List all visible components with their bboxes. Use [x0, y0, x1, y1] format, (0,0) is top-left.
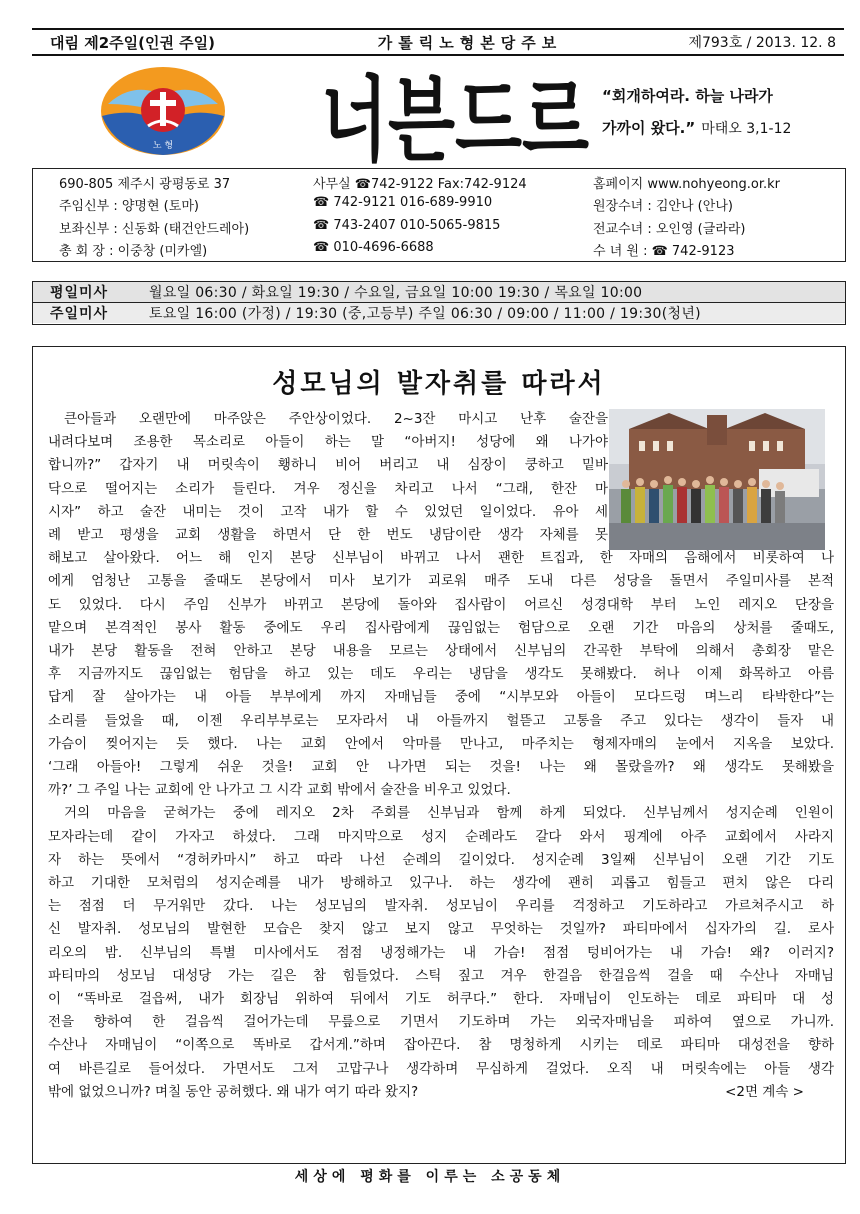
weekday-mass-times: 월요일 06:30 / 화요일 19:30 / 수요일, 금요일 10:00 19:30 / 목요일 10:00: [149, 285, 643, 301]
article-line: [48, 407, 608, 430]
article-line-text: 맡으며 본격적인 봉사 활동 중에도 우리 집사람에게 끊임없는 험담으로 오랜 기간 마음의 상처를 줄때도,: [48, 619, 834, 636]
missionary-nun: 전교수녀 : 오인영 (글라라): [593, 222, 746, 237]
top-bar: [32, 28, 844, 56]
article-line: [48, 453, 608, 476]
article-line: [48, 430, 608, 453]
article-line-text: 닥으로 떨어지는 소리가 들린다. 겨우 정신을 차리고 나서 “그래, 한잔 마: [48, 480, 608, 497]
mass-schedule: [32, 281, 846, 325]
liturgical-day: 대림 제2주일(인권 주일): [50, 33, 216, 52]
sunday-mass-label: 주일미사: [49, 306, 109, 322]
article-line-text: 모자라는데 같이 가자고 하셨다. 그래 마지막으로 성지 순례라도 갈다 와서 핑계에 아주 교회에서 사라지: [48, 828, 834, 845]
assistant-phone: ☎ 743-2407 010-5065-9815: [313, 218, 501, 233]
sunday-mass-times: 토요일 16:00 (가정) / 19:30 (중,고등부) 주일 06:30 / 09:00 / 11:00 / 19:30(청년): [149, 306, 701, 322]
article-line: [48, 778, 834, 801]
bulletin-name: 가톨릭노형본당주보: [377, 33, 563, 52]
article-line: [48, 894, 834, 917]
article-line-text: 큰아들과 오랜만에 마주앉은 주안상이었다. 2~3잔 마시고 난후 술잔을: [64, 411, 608, 427]
article-line-text: 파티마의 성모님 대성당 가는 길은 참 힘들었다. 스틱 짚고 겨우 한걸음 한걸음씩 걸을 때 수산나 자매님: [48, 967, 834, 984]
article-line-text: 자 하는 뜻에서 “경허카마시” 하고 따라 나선 순례의 길이었다. 성지순례 3일째 신부님이 오랜 기간 기도: [48, 851, 834, 868]
article-line: [48, 964, 834, 987]
motto-reference: 마태오 3,1-12: [701, 121, 792, 137]
council-phone: ☎ 010-4696-6688: [313, 240, 434, 255]
article-line: [48, 941, 834, 964]
article-title: 성모님의 발자취를 따라서: [272, 369, 606, 399]
convent-phone: 수 녀 원 : ☎ 742-9123: [593, 244, 735, 259]
article-line-text: 례 받고 평생을 교회 생활을 하면서 단 한 번도 냉담이란 생각 자체를 못: [48, 527, 608, 543]
weekday-mass-row: [33, 282, 845, 303]
council-president: 총 회 장 : 이중창 (미카엘): [59, 244, 208, 259]
masthead-title-text: 너븐드르: [321, 68, 590, 166]
article-line: [48, 1010, 834, 1033]
masthead: [318, 68, 593, 166]
assistant-priest: 보좌신부 : 신동화 (태건안드레아): [59, 222, 250, 237]
article-line: [48, 662, 834, 685]
parish-logo-icon: [100, 66, 226, 156]
article-box: [32, 346, 846, 1164]
article-line: [48, 1080, 834, 1103]
motto-line2: 가까이 왔다.”: [602, 119, 696, 137]
article-line-text: 하고 기대한 모처럼의 성지순례를 내가 방해하고 있구나. 하는 생각에 괜히 괴롭고 힘들고 편치 않은 다리: [48, 875, 834, 891]
weekday-mass-label: 평일미사: [49, 285, 109, 301]
superior-nun: 원장수녀 : 김안나 (안나): [593, 199, 733, 214]
article-line: [48, 500, 608, 523]
article-line-text: 합니까?” 갑자기 내 머릿속이 횅하니 비어 버리고 내 심장이 쿵하고 밑바: [48, 457, 608, 474]
article-line: [48, 639, 834, 662]
article-line-text: 신 발자취. 성모님의 발현한 모습은 찾지 않고 보지 않고 무엇하는 것일까? 파티마에서 십자가의 길. 로사: [48, 921, 834, 938]
motto-line1: “회개하여라. 하늘 나라가: [602, 87, 773, 105]
article-line: [48, 593, 834, 616]
homepage: 홈페이지 www.nohyeong.or.kr: [593, 177, 781, 192]
parish-info-box: [32, 168, 846, 262]
article-line: [48, 1057, 834, 1080]
article-line: [48, 477, 608, 500]
article-line: [48, 732, 834, 755]
article-line-text: 답게 잘 살아가는 내 아들 부부에게 까지 자매님들 중에 “시부모와 아들이 모다드렁 며느리 타박한다”는: [48, 689, 834, 706]
article-line: [48, 709, 834, 732]
article-line-text: 전을 향하여 한 걸음씩 걸어가는데 무릎으로 기면서 기도하며 가는 외국자매님을 피하여 옆으로 가니까.: [48, 1014, 834, 1031]
article-line-text: 수산나 자매님이 “이쪽으로 똑바로 갑서게.”하며 잡아끈다. 참 명청하게 시키는 데로 파티마 대성전을 향하: [48, 1037, 834, 1054]
address: 690-805 제주시 광평동로 37: [59, 177, 231, 192]
article-line: [48, 523, 608, 546]
article-line-text: 해보고 살아왔다. 어느 해 인지 본당 신부님이 바뀌고 나서 괜한 트집과, 한 자매의 음해에서 비롯하여 나: [48, 550, 834, 567]
motto: [602, 80, 852, 145]
article-line: [48, 546, 834, 569]
pastor: 주임신부 : 양명현 (토마): [59, 199, 199, 214]
article-line-text: 시자” 하고 술잔 내미는 것이 고작 내가 할 수 있었던 일이었다. 유아 세: [48, 503, 608, 520]
article-line-text: 밖에 없었으니까? 며칠 동안 공허했다. 왜 내가 여기 따라 왔지?: [48, 1083, 419, 1100]
pilgrimage-group-photo: [609, 409, 825, 550]
issue-info: 제793호 / 2013. 12. 8: [688, 35, 836, 51]
article-line-text: 거의 마음을 굳혀가는 중에 레지오 2차 주회를 신부님과 함께 하게 되었다. 신부님께서 성지순례 인원이: [64, 805, 834, 822]
article-line-text: 도 있었다. 다시 주임 신부가 바뀌고 본당에 돌아와 집사람이 어르신 성경대학 부터 노인 레지오 단장을: [48, 596, 834, 613]
article-line-text: 리오의 밤. 신부님의 특별 미사에서도 점점 냉정해가는 내 가슴! 점점 텅비어가는 내 가슴! 왜? 이러지?: [48, 944, 834, 961]
article-line-text: ‘그래 아들아! 그렇게 쉬운 것을! 교회 안 나가면 되는 것을! 나는 왜 몰랐을까? 왜 생각도 못해봤을: [48, 759, 834, 775]
footer-slogan: 세상에 평화를 이루는 소공동체: [294, 1169, 566, 1185]
article-line-text: 까?’ 그 주일 나는 교회에 안 나가고 그 시각 교회 밖에서 술잔을 비우고 있었다.: [48, 782, 511, 799]
article-line-text: 내려다보며 조용한 목소리로 아들이 하는 말 “아버지! 성당에 왜 나가야: [48, 434, 608, 451]
article-line-text: 여 바른길로 들어섰다. 가면서도 그저 고맙구나 생각하며 무심하게 걸었다. 오직 내 머릿속에는 아들 생각: [48, 1060, 834, 1077]
article-line-text: 후 지금까지도 끊임없는 험담을 하고 있는 데도 우리는 냉담을 생각도 못해봤다. 허나 이제 화목하고 아름: [48, 666, 834, 683]
masthead-title: [318, 68, 593, 166]
article-line-text: 이 “똑바로 걸읍써, 내가 회장님 위하여 뒤에서 기도 허쿠다.” 한다. 자매님이 인도하는 데로 파티마 대 성: [48, 991, 834, 1007]
article-line: [48, 755, 834, 778]
article-line: [48, 569, 834, 592]
continued-note: <2면 계속 >: [725, 1083, 804, 1100]
article-line: [48, 917, 834, 940]
article-line-text: 는 점점 더 무거워만 갔다. 나는 성모님의 발자취. 성모님이 우리를 걱정하고 기도하라고 가르쳐주시고 하: [48, 898, 834, 915]
article-line-text: 에게 엄청난 고통을 줄때도 본당에서 미사 보기가 괴로워 매주 도내 다른 성당을 돌면서 주일미사를 본적: [48, 573, 834, 590]
sunday-mass-row: [33, 303, 845, 323]
pastor-phone: ☎ 742-9121 016-689-9910: [313, 195, 493, 210]
article-line-text: 소리를 들었을 때, 이젠 우리부부로는 모자라서 내 아들까지 헐뜯고 고통을 주고 있다는 생각이 들자 내: [48, 712, 834, 729]
logo-text: 노 형: [152, 141, 174, 151]
article-line: [48, 871, 834, 894]
article-line: [48, 616, 834, 639]
article-line: [48, 987, 834, 1010]
article-line: [48, 825, 834, 848]
article-line: [48, 801, 834, 824]
article-line: [48, 1033, 834, 1056]
article-line: [48, 685, 834, 708]
article-line-text: 내가 본당 활동을 전혀 안하고 본당 내용을 모르는 상태에서 신부님의 간곡한 부탁에 의해서 총회장 맡은: [48, 643, 834, 659]
office-phone: 사무실 ☎742-9122 Fax:742-9124: [313, 177, 527, 192]
article-line: [48, 848, 834, 871]
article-line-text: 가슴이 찢어지는 듯 했다. 나는 교회 안에서 악마를 만나고, 마주치는 형제자매의 눈에서 지옥을 보았다.: [48, 735, 834, 752]
